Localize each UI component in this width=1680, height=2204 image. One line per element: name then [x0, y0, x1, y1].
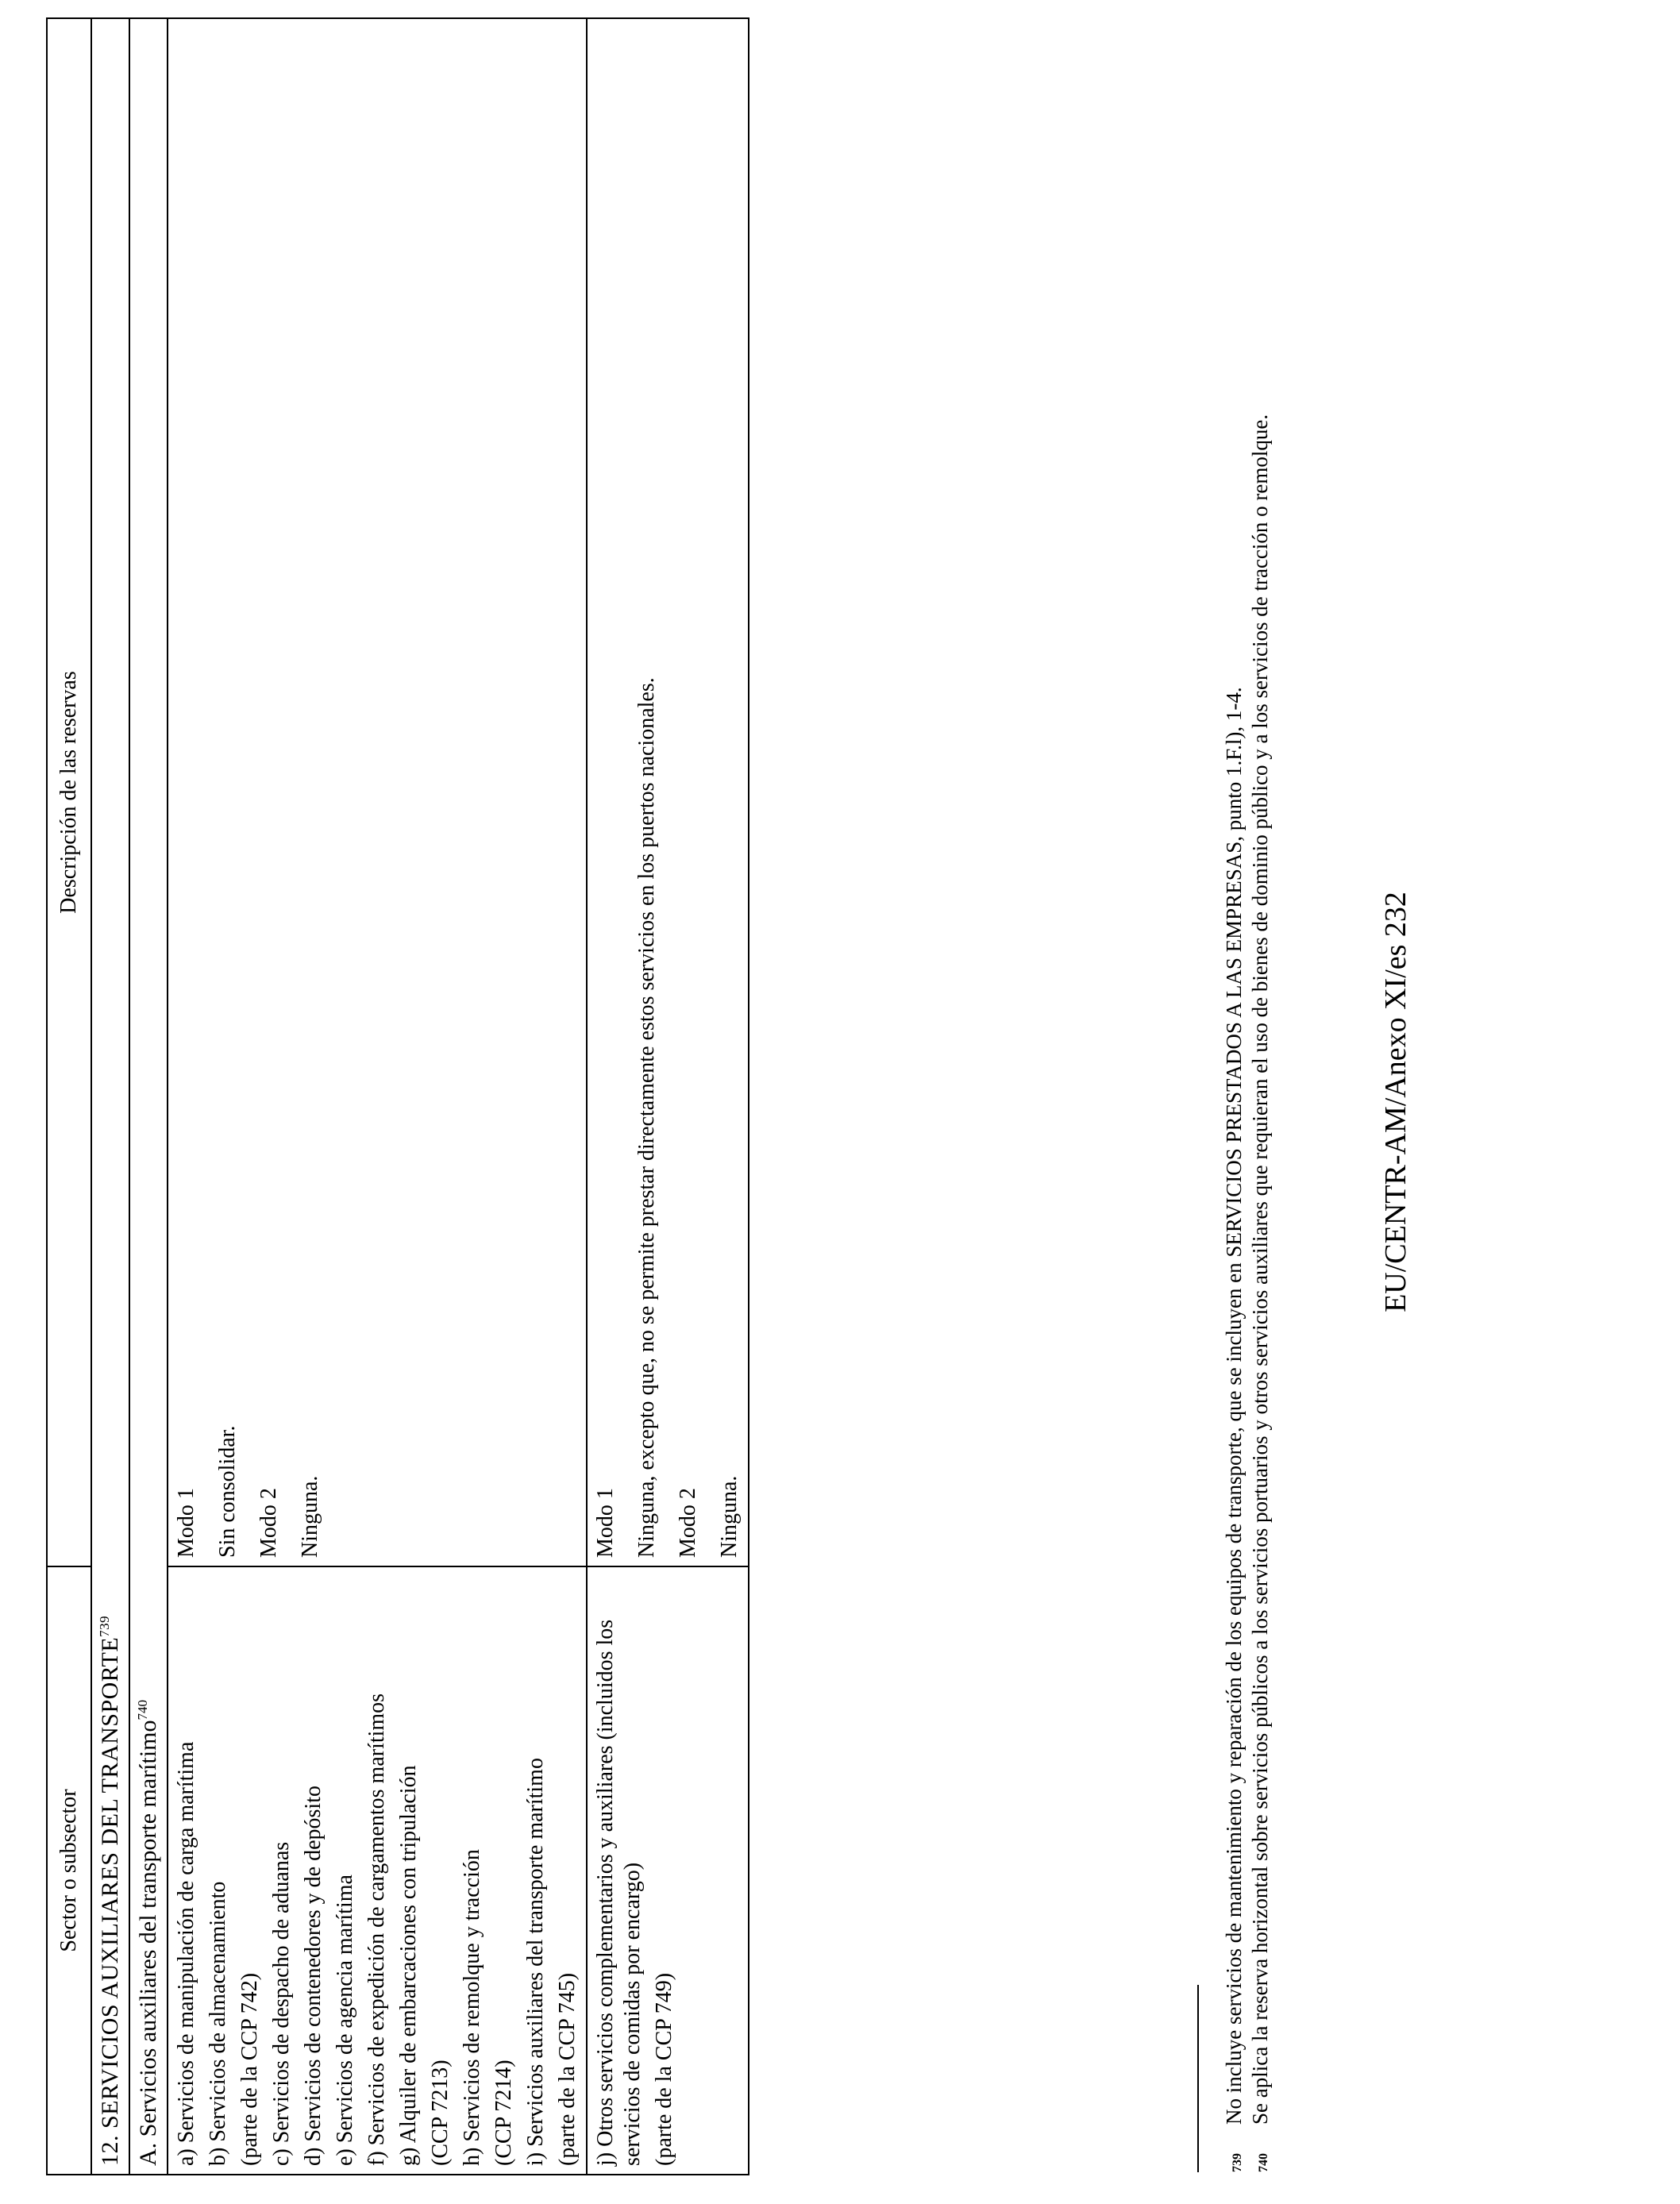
section-title: 12. SERVICIOS AUXILIARES DEL TRANSPORTE	[97, 1636, 123, 2166]
sector-line: (CCP 7213)	[428, 2060, 453, 2166]
reservation-line: Ninguna, excepto que, no se permite prestar directamente estos servicios en los puertos nacionales.	[634, 677, 659, 1558]
sector-line: j) Otros servicios complementarios y auxiliares (incluidos los servicios de comidas por encargo)	[593, 1619, 645, 2166]
reservation-cell	[587, 18, 749, 1566]
sector-line: f) Servicios de expedición de cargamentos marítimos	[364, 1693, 389, 2166]
section-title-cell	[91, 18, 129, 2175]
footnote-text: No incluye servicios de mantenimiento y reparación de los equipos de transporte, que se incluyen en SERVICIOS PRESTADOS A LAS EMPRESAS, punto 1.F.l), 1-4.	[1222, 687, 1246, 2125]
reservation-line: Ninguna.	[717, 1475, 742, 1558]
subsection-title: A. Servicios auxiliares del transporte marítimo	[135, 1720, 161, 2166]
sector-line: g) Alquiler de embarcaciones con tripulación	[396, 1765, 421, 2166]
sector-line: i) Servicios auxiliares del transporte marítimo	[523, 1758, 548, 2166]
footnote-text: Se aplica la reserva horizontal sobre servicios públicos a los servicios portuarios y otros servicios auxiliares que requieran el uso de bienes de dominio público y a los servicios de tracción o remolque.	[1248, 414, 1272, 2125]
sector-line: e) Servicios de agencia marítima	[333, 1875, 357, 2166]
sector-cell	[587, 1566, 749, 2175]
footnotes	[1223, 37, 1275, 2172]
header-description: Descripción de las reservas	[47, 18, 91, 1566]
sector-line: (CCP 7214)	[491, 2060, 516, 2166]
table-row	[168, 18, 587, 2175]
reservation-line: Ninguna.	[298, 1475, 322, 1558]
reservation-line: Modo 2	[676, 1488, 700, 1558]
sector-line: (parte de la CCP 749)	[652, 1972, 676, 2166]
table-header-row	[47, 18, 91, 2175]
footnote-separator	[1197, 1985, 1199, 2172]
sector-line: c) Servicios de despacho de aduanas	[269, 1841, 294, 2166]
reservation-cell	[168, 18, 587, 1566]
sector-line: a) Servicios de manipulación de carga marítima	[174, 1741, 198, 2166]
footnote-ref-739: 739	[97, 1615, 112, 1637]
footnote-ref-740: 740	[135, 1699, 150, 1720]
sector-line: b) Servicios de almacenamiento	[206, 1881, 230, 2166]
footnote-number: 739	[1231, 2153, 1244, 2172]
reservation-line: Modo 2	[256, 1488, 281, 1558]
document-id: EU/CENTR-AM/Anexo XI/es 232	[1379, 892, 1412, 1312]
sector-line: (parte de la CCP 742)	[237, 1972, 262, 2166]
reservation-line: Sin consolidar.	[215, 1425, 240, 1558]
footnote	[1249, 37, 1275, 2172]
footnote	[1223, 37, 1249, 2172]
sector-cell	[168, 1566, 587, 2175]
sector-line: (parte de la CCP 745)	[555, 1972, 580, 2166]
reservations-table	[46, 17, 749, 2175]
sector-line: d) Servicios de contenedores y de depósito	[301, 1786, 326, 2166]
section-row	[91, 18, 129, 2175]
subsection-row	[129, 18, 168, 2175]
reservation-line: Modo 1	[593, 1488, 618, 1558]
reservation-line: Modo 1	[174, 1488, 198, 1558]
table-row	[587, 18, 749, 2175]
subsection-title-cell	[129, 18, 168, 2175]
sector-line: h) Servicios de remolque y tracción	[460, 1849, 484, 2166]
footnote-number: 740	[1257, 2153, 1270, 2172]
header-sector: Sector o subsector	[47, 1566, 91, 2175]
